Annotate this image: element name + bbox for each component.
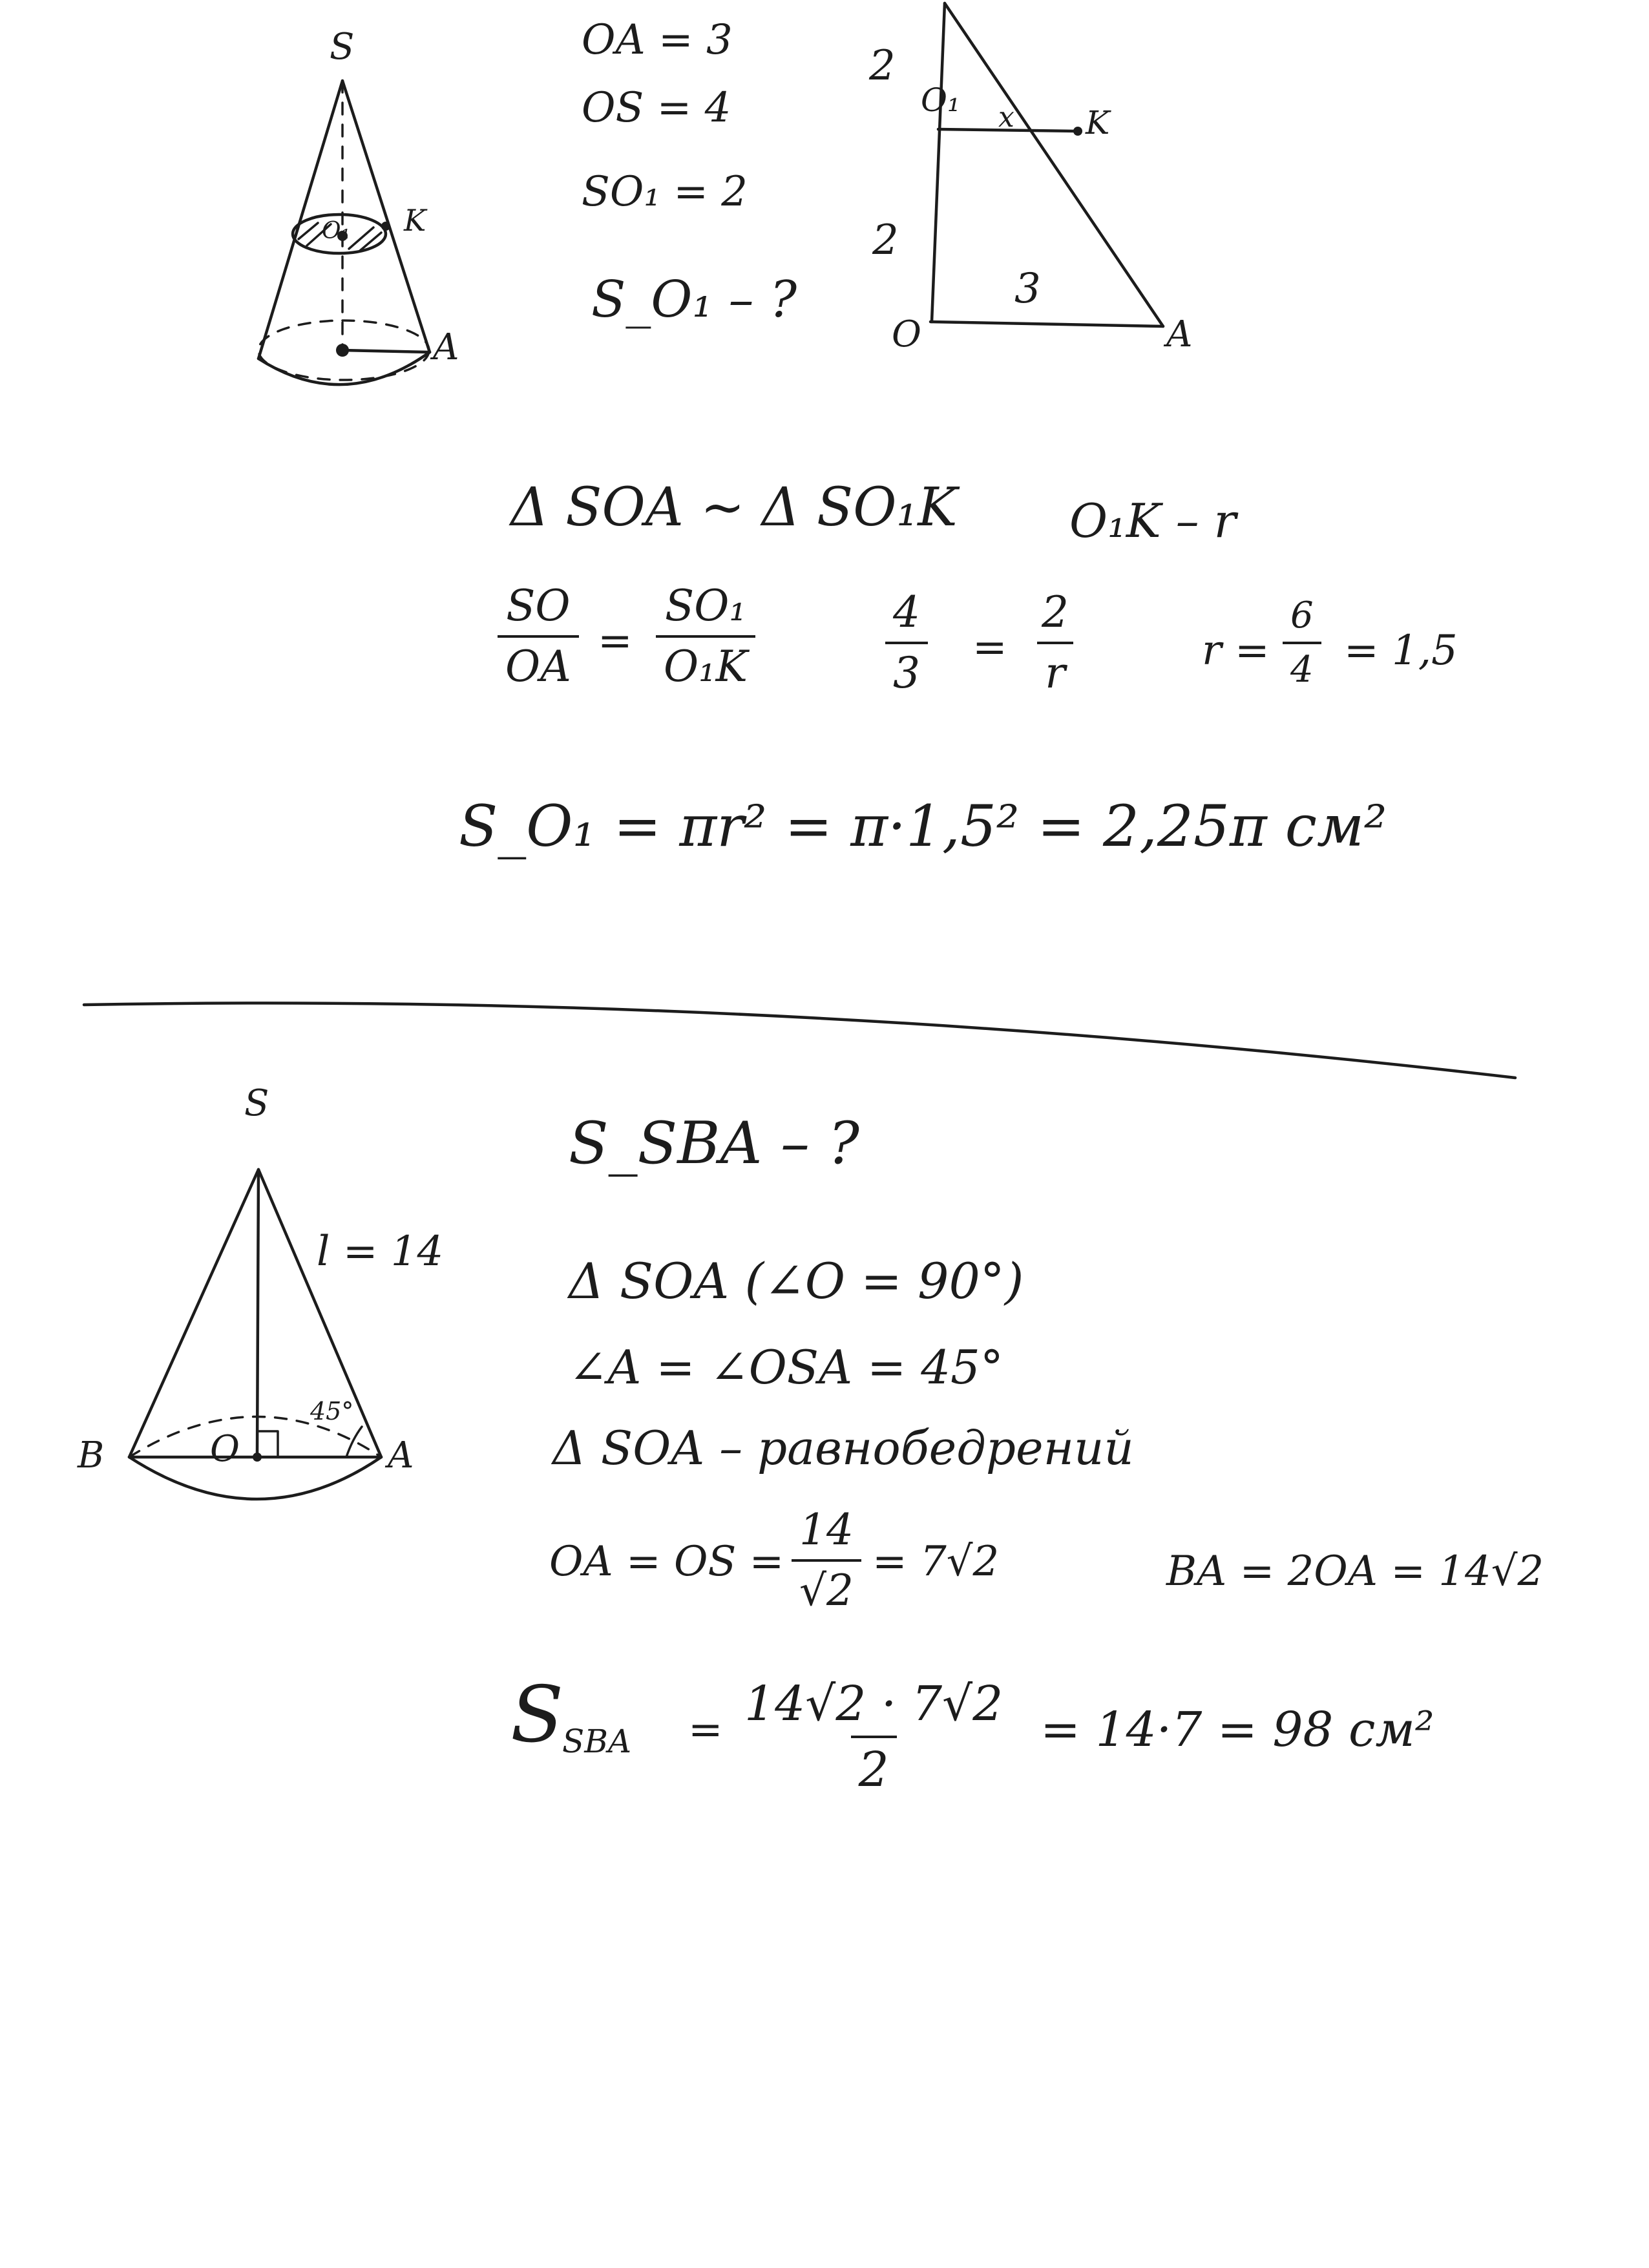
ratio-4: 4 xyxy=(893,587,920,637)
radius-definition: O₁K – r xyxy=(1069,494,1236,548)
label2-slant: l = 14 xyxy=(317,1228,444,1276)
area2-s: S xyxy=(510,1670,564,1760)
cone2-base-front-arc xyxy=(129,1457,381,1499)
area2-result: = 14·7 = 98 см² xyxy=(1040,1702,1434,1758)
hatch-3 xyxy=(349,227,373,249)
ratio-so: SO xyxy=(506,581,571,631)
r-prefix: r = xyxy=(1202,627,1270,675)
section-label-x: x xyxy=(998,101,1014,134)
area2-sub: SBA xyxy=(562,1723,632,1760)
section-label-o1: O₁ xyxy=(921,81,961,119)
isosceles-statement: Δ SOA – равнобедрений xyxy=(552,1421,1134,1475)
oa-result: = 7√2 xyxy=(872,1538,1000,1586)
area-1: S_O₁ = πr² = π·1,5² = 2,25π см² xyxy=(459,793,1387,859)
angles-statement: ∠A = ∠OSA = 45° xyxy=(569,1340,1003,1394)
section-base xyxy=(930,322,1163,326)
label2-angle: 45° xyxy=(310,1397,354,1425)
label2-o: O xyxy=(210,1428,240,1470)
label2-s: S xyxy=(244,1082,269,1124)
ratio-so1: SO₁ xyxy=(665,581,746,631)
oa-fraction xyxy=(792,1505,861,1615)
given-os: OS = 4 xyxy=(582,84,731,132)
point-k-dot xyxy=(381,222,390,231)
label-o1: O₁ xyxy=(322,218,350,244)
question-1: S_O₁ – ? xyxy=(591,271,797,329)
oa-num: 14 xyxy=(799,1505,854,1555)
section-label-o: O xyxy=(892,313,921,355)
section-label-bottom: 2 xyxy=(872,216,899,264)
section-label-k: K xyxy=(1086,104,1110,142)
similarity-statement: Δ SOA ~ Δ SO₁K xyxy=(510,477,958,538)
ratio-oa: OA xyxy=(498,635,579,688)
area2-fraction xyxy=(737,1676,1011,1798)
cone2-left-generator xyxy=(129,1170,258,1457)
equals-2: = xyxy=(972,624,1007,671)
ratio-2-r xyxy=(1034,587,1077,698)
r-fraction xyxy=(1283,594,1321,691)
ratio-o1k: O₁K xyxy=(656,635,755,688)
section-label-top: 2 xyxy=(869,42,896,90)
ratio-3: 3 xyxy=(885,642,928,695)
label2-b: B xyxy=(78,1434,105,1476)
ba-statement: BA = 2OA = 14√2 xyxy=(1166,1548,1544,1595)
given-so1: SO₁ = 2 xyxy=(582,168,748,216)
equals-1: = xyxy=(598,617,633,665)
oa-den: √2 xyxy=(792,1559,861,1612)
area2-num: 14√2 · 7√2 xyxy=(744,1676,1003,1732)
ratio-so1-o1k xyxy=(656,581,755,691)
r-den: 4 xyxy=(1283,642,1321,688)
question-2: S_SBA – ? xyxy=(569,1109,859,1177)
cone2-o-dot xyxy=(253,1453,262,1462)
ratio-2: 2 xyxy=(1042,587,1069,637)
point-o-dot xyxy=(336,344,349,357)
axial-section-figure xyxy=(930,3,1163,326)
label-s: S xyxy=(330,26,355,68)
right-triangle-statement: Δ SOA (∠O = 90°) xyxy=(569,1252,1024,1310)
ratio-so-oa xyxy=(498,581,579,691)
label-a: A xyxy=(433,326,459,368)
section-axis xyxy=(932,3,945,322)
area2-equals: = xyxy=(688,1706,723,1754)
section-label-base: 3 xyxy=(1014,265,1041,313)
ratio-4-3 xyxy=(885,587,928,698)
oa-prefix: OA = OS = xyxy=(549,1538,784,1586)
cone2-height xyxy=(257,1170,258,1455)
right-angle-mark xyxy=(257,1431,278,1455)
hatch-1 xyxy=(299,223,318,239)
r-num: 6 xyxy=(1290,594,1314,636)
label2-a: A xyxy=(388,1434,414,1476)
cone-figure-2 xyxy=(129,1170,381,1499)
angle-arc-a xyxy=(346,1427,362,1457)
section-label-a: A xyxy=(1166,313,1193,355)
area2-den: 2 xyxy=(851,1736,897,1794)
ratio-r: r xyxy=(1037,642,1073,695)
label-k: K xyxy=(404,203,426,238)
r-result: = 1,5 xyxy=(1344,627,1458,675)
section-k-dot xyxy=(1073,127,1082,136)
given-oa: OA = 3 xyxy=(582,16,733,64)
cone1-radius-oa xyxy=(342,350,430,352)
section-separator xyxy=(84,1003,1515,1078)
section-slant xyxy=(945,3,1163,326)
